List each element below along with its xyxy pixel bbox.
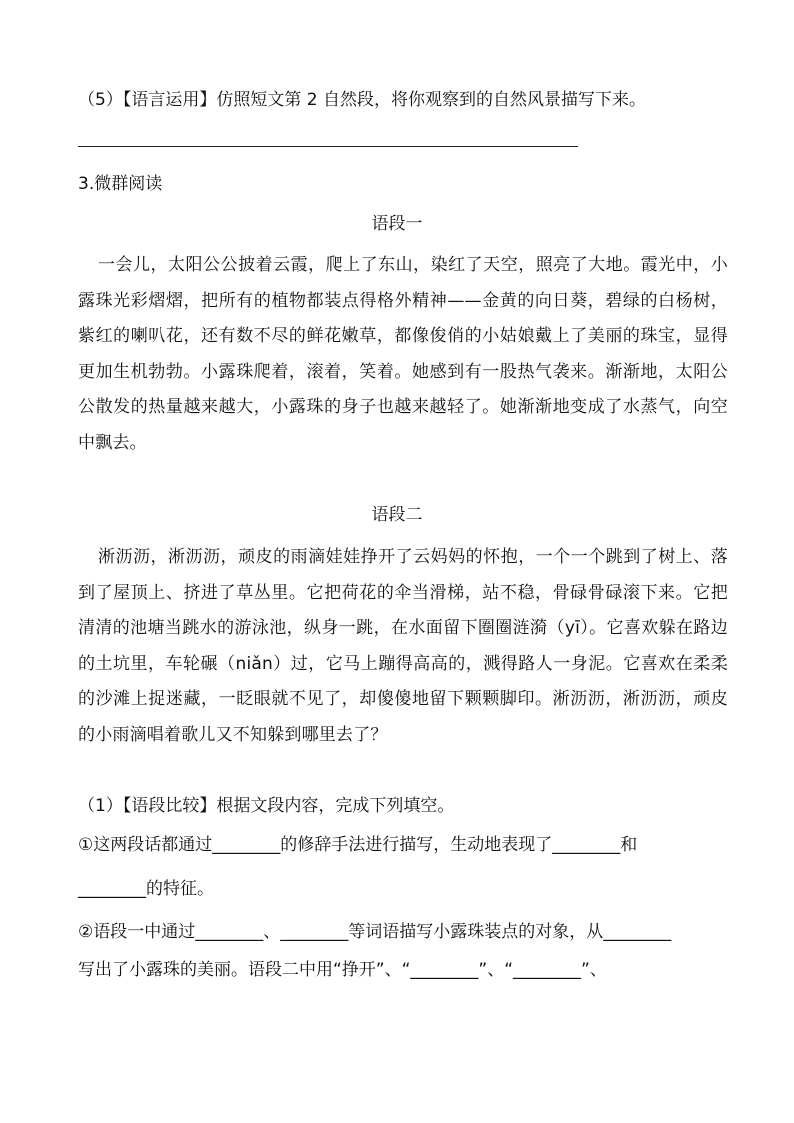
fill-blank-1-line-2: ________的特征。 — [78, 879, 214, 899]
fill-blank-2-line-1: ②语段一中通过________、________等词语描写小露珠装点的对象，从________ — [78, 922, 672, 942]
passage-1-text: 一会儿，太阳公公披着云霞，爬上了东山，染红了天空，照亮了大地。霞光中，小露珠光彩熠熠，把所有的植物都装点得格外精神——金黄的向日葵，碧绿的白杨树，紫红的喇叭花，还有数不尽的鲜花嫩草，都像俊俏的小姑娘戴上了美丽的珠宝，显得更加生机勃勃。小露珠爬着，滚着，笑着。她感到有一股热气袭来。渐渐地，太阳公公散发的热量越来越大，小露珠的身子也越来越轻了。她渐渐地变成了水蒸气，向空中飘去。 — [78, 255, 728, 453]
question-5: （5）【语言运用】仿照短文第 2 自然段，将你观察到的自然风景描写下来。 — [78, 90, 646, 110]
question-1: （1）【语段比较】根据文段内容，完成下列填空。 — [78, 796, 455, 816]
answer-line — [78, 146, 578, 147]
fill-blank-2-line-2: 写出了小露珠的美丽。语段二中用“挣开”、“________”、“________”、 — [78, 960, 607, 980]
passage-2-text: 淅沥沥，淅沥沥，顽皮的雨滴娃娃挣开了云妈妈的怀抱，一个一个跳到了树上、落到了屋顶上、挤进了草丛里。它把荷花的伞当滑梯，站不稳，骨碌骨碌滚下来。它把清清的池塘当跳水的游泳池，纵身一跳，在水面留下圈圈涟漪（yī）。它喜欢躲在路边的土坑里，车轮碾（niǎn）过，它马上蹦得高高的，溅得路人一身泥。它喜欢在柔柔的沙滩上捉迷藏，一眨眼就不见了，却傻傻地留下颗颗脚印。淅沥沥，淅沥沥，顽皮的小雨滴唱着歌儿又不知躲到哪里去了？ — [78, 547, 728, 745]
passage-1-heading: 语段一 — [371, 214, 423, 234]
fill-blank-1-line-1: ①这两段话都通过________的修辞手法进行描写，生动地表现了________和 — [78, 835, 638, 855]
passage-2-heading: 语段二 — [371, 505, 423, 525]
section-3-title: 3.微群阅读 — [78, 174, 163, 194]
